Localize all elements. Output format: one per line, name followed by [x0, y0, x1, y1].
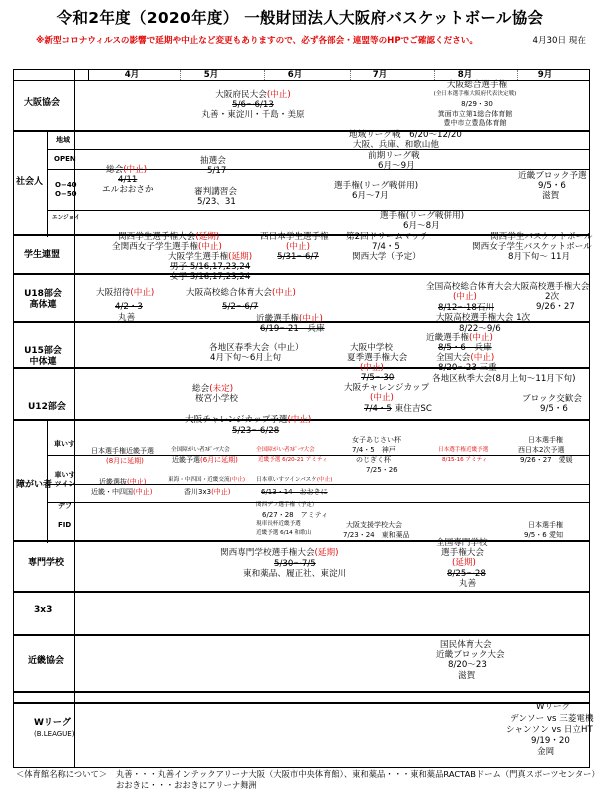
fid2-date: 7/23・24 東和薬品	[343, 531, 410, 539]
footer-label: ＜体育館名称について＞	[16, 769, 108, 779]
month-may: 5月	[203, 70, 219, 80]
u12-sokai-venue: 桜宮小学校	[195, 394, 238, 404]
page-title: 令和2年度（2020年度） 一般財団法人大阪府バスケットボール協会	[56, 9, 544, 27]
zenki-date: 6月～9月	[378, 161, 415, 171]
danshi-dates: 男子 5/16,17,23,24	[170, 262, 251, 272]
shotai-venue: 丸善	[118, 313, 136, 323]
kgbasket-date: 8月下旬～ 11月	[508, 252, 571, 262]
fumin-venue: 丸善・東淀川・千島・美原	[201, 110, 305, 120]
senshuken-1ji-date: 8/22～9/6	[459, 324, 501, 334]
wc3b: 近畿予選 6/20-21 アミティ	[258, 457, 328, 463]
chusen-date: 5/17	[207, 166, 227, 176]
kgbasket: 関西学生バスケットボール	[490, 232, 593, 242]
senshuken: 選手権(リーグ戦併用)	[334, 181, 419, 191]
sokai: 総会(中止)	[106, 165, 148, 175]
wleague-name: Wリーグ	[536, 702, 571, 712]
month-jul: 7月	[372, 70, 388, 80]
challenge-cup-status: (中止)	[370, 393, 394, 403]
footer-line1: 丸善・・・丸善インテックアリーナ大阪（大阪市中央体育館）、東和薬品・・・東和薬品RACTABドーム（門真スポーツセンター）	[116, 769, 600, 779]
joshi-dates: 女子 5/16,17,23,24	[170, 272, 251, 282]
zenkoku-chu: 全国大会(中止)	[436, 353, 495, 363]
kinki-chu: 近畿選手権(中止)	[426, 333, 493, 343]
cat-wleague: Wリーグ	[34, 718, 71, 728]
kansai-joshi: 全関西女子学生選手権(中止)	[112, 242, 222, 252]
month-apr: 4月	[124, 70, 140, 80]
sogo-venue2: 豊中市立豊島体育館	[443, 119, 507, 127]
kgbasket-w: 関西女子学生バスケットボール	[472, 242, 592, 252]
covid-notice: ※新型コロナウィルスの影響で延期や中止など変更もありますので、必ず各部会・連盟等のHPでご確認ください。	[36, 36, 478, 46]
kinki-venue: 滋賀	[542, 191, 560, 201]
osaka-chu: 大阪中学校	[350, 343, 393, 353]
dream-date: 7/4・5	[372, 242, 400, 252]
deaf1: 関西デフ選手権（予定）	[256, 502, 318, 508]
challenge-cup-date: 7/4・5 東住吉SC	[364, 404, 432, 414]
senshuken-2ji-label: 2次	[545, 292, 560, 302]
cat-wleague-sub: (B.LEAGUE)	[34, 730, 75, 738]
sogo-date: 8/29・30	[461, 100, 493, 108]
wc-jp-date: 8/15-16 アミティ	[442, 457, 488, 463]
tw1b: 近畿・中四国(中止)	[91, 488, 153, 496]
senshuken-1ji: 大阪高校選手権大会 1次	[436, 313, 531, 323]
nishinihon-date: 5/31～6/7	[277, 252, 319, 262]
shinpan: 審判講習会	[194, 187, 237, 197]
sub-o40: O−40 O−50	[55, 181, 77, 198]
fid1: 現車長杯近畿予選	[256, 521, 301, 527]
osaka-shotai: 大阪招待(中止)	[96, 288, 155, 298]
dream-venue: 関西大学（予定）	[352, 252, 421, 262]
senmon-zenkoku: 全国専門学校	[436, 538, 488, 548]
chiku-shunki: 各地区春季大会（中止）	[209, 343, 304, 353]
fid3-date: 9/5・6 愛知	[524, 531, 563, 539]
senmon-kansai: 関西専門学校選手権大会(延期)	[220, 548, 339, 558]
sogo-sub: (全日本選手権大阪府代表決定戦)	[433, 91, 517, 97]
kinki-date: 9/5・6	[538, 181, 566, 191]
sogo-venue1: 箕面市立第1総合体育館	[437, 110, 513, 118]
tw1: 近畿選抜(中止)	[99, 478, 147, 486]
wc-jp-final-date: 9/26・27 愛媛	[520, 456, 573, 464]
wleague-date: 9/19・20	[531, 736, 570, 746]
shuki: 各地区秋季大会(8月上旬～11月下旬)	[432, 374, 576, 384]
sub-fid: FID	[58, 521, 72, 529]
month-aug: 8月	[457, 70, 473, 80]
wc2: 全国障がい者ｽﾎﾟｰﾂ大会	[171, 447, 230, 453]
sub-enjoy: エンジョイ	[52, 215, 80, 221]
block-date: 9/5・6	[540, 404, 568, 414]
sogotai-date: 5/2～6/7	[222, 302, 259, 312]
cat-u12: U12部会	[28, 402, 66, 412]
kaki-senshuken: 夏季選手権大会	[347, 353, 408, 363]
wc2b: 近畿予選(6月に延期)	[172, 456, 238, 464]
cat-shakaijin: 社会人	[16, 177, 44, 187]
nojigiku-date: 7/25・26	[366, 466, 398, 474]
sub-chiiki: 地域	[56, 136, 70, 144]
enjoy-date: 6月～8月	[403, 221, 440, 231]
nishinihon: 西日本学生選手権	[260, 232, 329, 242]
kokutai: 国民体育大会	[440, 640, 492, 650]
block-kokan: ブロック交歓会	[522, 394, 582, 404]
wc-jp: 日本選手権近畿予選	[438, 447, 489, 453]
senmon-kansai-venue: 東和薬品、履正社、東淀川	[243, 569, 347, 579]
senmon-zenkoku-date: 8/25～28	[447, 569, 486, 579]
challenge-date: 5/23～6/28	[232, 426, 280, 436]
sub-wheel: 車いす	[54, 440, 75, 448]
wleague-match1: デンソー vs 三菱電機	[510, 714, 594, 724]
tw3-date: 6/13・14 おおきに	[261, 488, 328, 496]
senshuken-date: 6月～7月	[352, 191, 389, 201]
cat-kinki: 近畿協会	[28, 656, 65, 666]
challenge-cup: 大阪チャレンジカップ	[344, 383, 430, 393]
kaki-date: 7/5～30	[361, 373, 395, 383]
nishinihon-status: (中止)	[286, 242, 310, 252]
senmon-kansai-date: 5/30～7/5	[274, 559, 316, 569]
fid2: 大阪支援学校大会	[346, 521, 402, 529]
chusen: 抽選会	[200, 156, 226, 166]
kinki-yosen: 近畿ブロック予選	[518, 171, 587, 181]
shinpan-date: 5/23、31	[197, 197, 236, 207]
chiku-date: 4月下旬～6月上旬	[210, 353, 282, 363]
sub-open: OPEN	[54, 155, 76, 163]
zenkoku-sogotai: 全国高校総合体育大会	[426, 282, 512, 292]
enjoy-senshuken: 選手権(リーグ戦併用)	[380, 211, 465, 221]
wc-jp-final: 日本選手権	[528, 436, 563, 444]
senmon-zenkoku-status: (延期)	[452, 558, 476, 568]
sogotai: 大阪高校総合体育大会(中止)	[186, 288, 296, 298]
nojigiku: のじぎく杯	[356, 456, 391, 464]
kokutai-date: 8/20～23	[448, 660, 487, 670]
tw3: 日本車いすツインバスケ(中止)	[256, 477, 333, 483]
wleague-venue: 金岡	[537, 747, 555, 757]
footer-line2: おおきに・・・おおきにアリーナ舞洲	[116, 780, 257, 790]
cat-shogai: 障がい者	[16, 480, 53, 490]
fumin-title: 大阪府民大会(中止)	[215, 90, 291, 100]
sub-deaf: デフ	[58, 502, 72, 510]
ajisai-date: 7/4・5 神戸	[352, 446, 396, 454]
month-sep: 9月	[537, 70, 553, 80]
zenki-league: 前期リーグ戦	[368, 151, 420, 161]
zenkoku-status: (中止)	[453, 292, 477, 302]
fumin-dates: 5/6～6/13	[232, 100, 274, 110]
kinki-sen: 近畿選手権(中止)	[256, 314, 323, 324]
cat-u15: U15部会 中体連	[24, 346, 62, 367]
kinki-sen-date: 6/19～21 兵庫	[260, 324, 325, 334]
sub-wheel-twin: 車いす ツイン	[54, 471, 76, 488]
zenkoku-chu-date: 8/20～23 三重	[438, 363, 497, 373]
cat-gakusei: 学生連盟	[24, 250, 61, 260]
shotai-date: 4/2・3	[115, 302, 143, 312]
senmon-zenkoku-venue: 丸善	[459, 579, 477, 589]
senshuken-2ji-date: 9/26・27	[536, 302, 575, 312]
sokai-venue: エルおおさか	[102, 185, 154, 195]
dream-match: 第2回ドリームマッチ	[346, 232, 429, 242]
tw2: 東海・中四国・近畿交流(中止)	[168, 477, 246, 483]
chiiki-area: 大阪、兵庫、和歌山他	[353, 140, 439, 150]
u12-sokai: 総会(未定)	[192, 384, 234, 394]
fid3: 日本選手権	[528, 521, 563, 529]
deaf1-date: 6/27・28 アミティ	[262, 511, 329, 519]
cat-u18: U18部会 高体連	[24, 289, 62, 310]
wc1-status: (8月に延期)	[106, 457, 144, 465]
tw2b: 香川3x3(中止)	[184, 488, 231, 496]
kaki-status: (中止)	[360, 363, 384, 373]
wc1: 日本選手権近畿予選	[91, 447, 154, 455]
cat-senmon: 専門学校	[28, 558, 65, 568]
fid1-date: 近畿予選 6/14 和歌山	[256, 530, 312, 536]
sokai-date: 4/11	[118, 175, 138, 185]
cat-3x3: 3x3	[34, 605, 53, 615]
chiiki-league: 地域リーグ戦 6/20～12/20	[349, 130, 462, 140]
cat-osaka: 大阪協会	[24, 98, 61, 108]
senshuken-2ji: 大阪高校選手権大会	[512, 282, 590, 292]
ajisai: 女子あじさい杯	[352, 436, 401, 444]
kinki-chu-date: 8/5・6 兵庫	[438, 343, 492, 353]
kokutai-kinki: 近畿ブロック大会	[436, 650, 505, 660]
challenge-yosen: 大阪チャレンジカップ予選(中止)	[185, 415, 312, 425]
kokutai-venue: 滋賀	[458, 671, 476, 681]
as-of-date: 4月30日 現在	[532, 36, 586, 46]
wleague-match2: シャンソン vs 日立HT	[506, 725, 593, 735]
kansai-gakusei: 関西学生選手権大会(延期)	[118, 232, 220, 242]
wc3: 全国障がい者ｽﾎﾟｰﾂ大会	[256, 447, 315, 453]
month-jun: 6月	[287, 70, 303, 80]
senmon-zenkoku2: 選手権大会	[441, 548, 484, 558]
osaka-gakusei: 大阪学生選手権(延期)	[168, 252, 253, 262]
sogo-title: 大阪総合選手権	[446, 80, 508, 90]
zenkoku-date: 8/12～18石川	[438, 303, 495, 313]
wc-jp-final2: 西日本2次予選	[518, 446, 565, 454]
